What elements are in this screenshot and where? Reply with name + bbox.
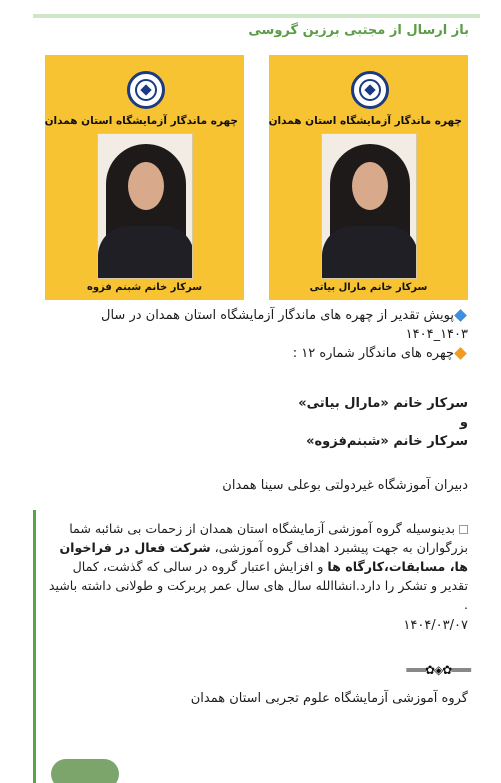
- and-text: و: [459, 415, 468, 430]
- blue-diamond-icon: [454, 309, 467, 322]
- forwarded-from-header[interactable]: باز ارسال از مجتبی برزین گروسی: [248, 23, 469, 38]
- institution-seal-icon: [127, 71, 165, 109]
- honoree-1: سرکار خانم «مارال بیاتی»: [298, 396, 468, 411]
- photo-album[interactable]: [45, 55, 468, 300]
- institution-seal-icon: [351, 71, 389, 109]
- quote-bar: [33, 510, 36, 783]
- orange-diamond-icon: [454, 347, 467, 360]
- card-name: سرکار خانم شبنم فزوه: [86, 282, 203, 293]
- card-title: چهره ماندگار آزمایشگاه استان همدان: [269, 115, 462, 127]
- message-paragraph: بدینوسیله گروه آموزشی آزمایشگاه استان همدان از زحمات بی شائبه شما بزرگواران به جهت پیشبرد اهداف گروه آموزشی، شرکت فعال در فراخوان ها، مسابقات،کارگاه ها و افزایش اعتبار گروه در سالی که گذشت، کمال تقدیر و تشکر را دارد.انشاالله سال های سال عمر پربرکت و طولانی داشته باشید .: [48, 521, 468, 612]
- caption-line1: پویش تقدیر از چهره های ماندگار آزمایشگاه استان همدان در سال ۱۴۰۳_۱۴۰۴: [101, 308, 468, 342]
- ornament-divider: ═══✿◈✿═══: [406, 663, 470, 677]
- card-name: سرکار خانم مارال بیاتی: [309, 282, 428, 293]
- forward-top-bar: [33, 14, 480, 18]
- caption-line2: چهره های ماندگار شماره ۱۲ :: [47, 344, 468, 363]
- sender-avatar[interactable]: [51, 759, 119, 783]
- photo-card-bayati[interactable]: [269, 55, 468, 300]
- school-line: دبیران آموزشگاه غیردولتی بوعلی سینا همدان: [222, 478, 468, 493]
- card-title: چهره ماندگار آزمایشگاه استان همدان: [45, 115, 238, 127]
- checkbox-icon: [459, 525, 468, 534]
- photo-card-fozveh[interactable]: [45, 55, 244, 300]
- portrait-photo: [321, 133, 417, 279]
- message-bubble: [33, 14, 480, 783]
- honoree-2: سرکار خانم «شبنم‌فزوه»: [306, 434, 468, 449]
- portrait-photo: [97, 133, 193, 279]
- signature: گروه آموزشی آزمایشگاه علوم تجربی استان همدان: [190, 691, 468, 706]
- message-date: ۱۴۰۴/۰۳/۰۷: [403, 618, 468, 633]
